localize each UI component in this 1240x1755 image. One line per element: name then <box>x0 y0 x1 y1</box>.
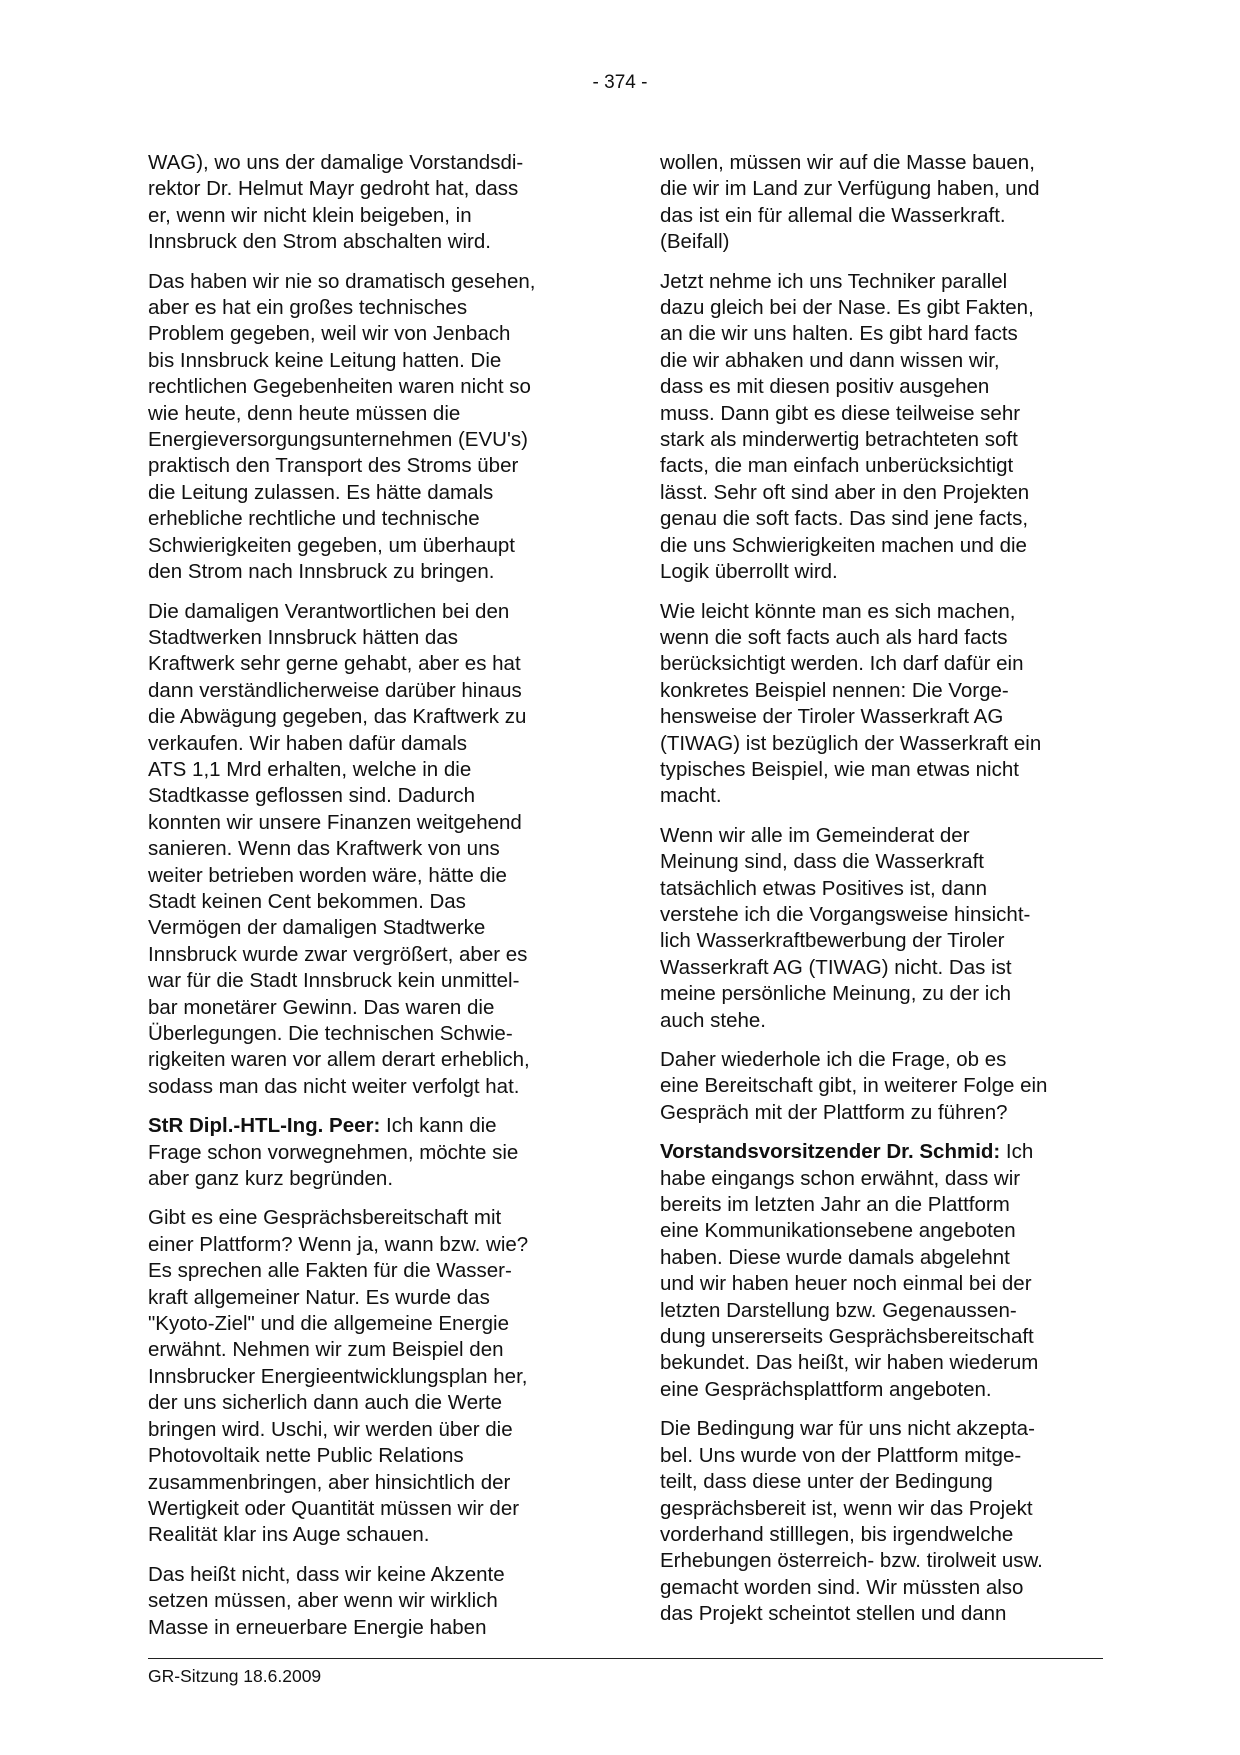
paragraph-line: tatsächlich etwas Positives ist, dann <box>660 876 988 900</box>
paragraph-line: rigkeiten waren vor allem derart erheblich, <box>148 1048 530 1072</box>
paragraph <box>660 1139 1100 1403</box>
paragraph-line: haben. Diese wurde damals abgelehnt <box>660 1245 1010 1269</box>
paragraph-line: rechtlichen Gegebenheiten waren nicht so <box>148 375 531 399</box>
footer-session-date: GR-Sitzung 18.6.2009 <box>148 1666 322 1686</box>
paragraph-line: das ist ein für allemal die Wasserkraft. <box>660 203 1006 227</box>
paragraph-line: habe eingangs schon erwähnt, dass wir <box>660 1166 1021 1190</box>
paragraph-line: dass es mit diesen positiv ausgehen <box>660 375 990 399</box>
paragraph-line: Problem gegeben, weil wir von Jenbach <box>148 322 511 346</box>
paragraph-line: genau die soft facts. Das sind jene facts, <box>660 507 1029 531</box>
paragraph-line: Erhebungen österreich- bzw. tirolweit usw. <box>660 1549 1043 1573</box>
paragraph-line: bis Innsbruck keine Leitung hatten. Die <box>148 348 502 372</box>
paragraph-line: setzen müssen, aber wenn wir wirklich <box>148 1589 498 1613</box>
paragraph-line: Wasserkraft AG (TIWAG) nicht. Das ist <box>660 955 1012 979</box>
paragraph <box>660 1047 1100 1126</box>
paragraph-line: "Kyoto-Ziel" und die allgemeine Energie <box>148 1312 509 1336</box>
paragraph-line: Wertigkeit oder Quantität müssen wir der <box>148 1496 520 1520</box>
footer-divider <box>148 1658 1103 1659</box>
paragraph-line: erwähnt. Nehmen wir zum Beispiel den <box>148 1338 504 1362</box>
paragraph-line: berücksichtigt werden. Ich darf dafür ein <box>660 652 1024 676</box>
paragraph-line: dazu gleich bei der Nase. Es gibt Fakten, <box>660 296 1034 320</box>
paragraph-line: Meinung sind, dass die Wasserkraft <box>660 850 984 874</box>
paragraph-line: die wir abhaken und dann wissen wir, <box>660 348 1000 372</box>
paragraph-line: und wir haben heuer noch einmal bei der <box>660 1272 1032 1296</box>
paragraph-line: die uns Schwierigkeiten machen und die <box>660 533 1027 557</box>
paragraph-line: sanieren. Wenn das Kraftwerk von uns <box>148 837 500 861</box>
paragraph-line: weiter betrieben worden wäre, hätte die <box>148 863 507 887</box>
paragraph-line: Gibt es eine Gesprächsbereitschaft mit <box>148 1206 502 1230</box>
paragraph-line: zusammenbringen, aber hinsichtlich der <box>148 1470 511 1494</box>
paragraph-line: typisches Beispiel, wie man etwas nicht <box>660 757 1019 781</box>
paragraph-line: Photovoltaik nette Public Relations <box>148 1444 464 1468</box>
paragraph-line: erhebliche rechtliche und technische <box>148 507 480 531</box>
paragraph-line: konnten wir unsere Finanzen weitgehend <box>148 810 522 834</box>
paragraph-line: facts, die man einfach unberücksichtigt <box>660 454 1014 478</box>
paragraph-line: Die Bedingung war für uns nicht akzepta- <box>660 1417 1035 1441</box>
paragraph-line: ATS 1,1 Mrd erhalten, welche in die <box>148 757 472 781</box>
paragraph-line: Kraftwerk sehr gerne gehabt, aber es hat <box>148 652 521 676</box>
paragraph-line: bringen wird. Uschi, wir werden über die <box>148 1417 513 1441</box>
paragraph-line: teilt, dass diese unter der Bedingung <box>660 1470 993 1494</box>
paragraph <box>660 269 1100 586</box>
paragraph-line: rektor Dr. Helmut Mayr gedroht hat, dass <box>148 177 519 201</box>
paragraph-line: die Leitung zulassen. Es hätte damals <box>148 480 494 504</box>
paragraph <box>148 150 592 256</box>
paragraph-line: wie heute, denn heute müssen die <box>148 401 461 425</box>
paragraph <box>148 1562 592 1641</box>
paragraph <box>660 599 1100 810</box>
paragraph-line: letzten Darstellung bzw. Gegenaussen- <box>660 1298 1017 1322</box>
paragraph-line: wenn die soft facts auch als hard facts <box>660 625 1008 649</box>
paragraph-line: gemacht worden sind. Wir müssten also <box>660 1575 1024 1599</box>
paragraph <box>660 1416 1100 1627</box>
paragraph-line: das Projekt scheintot stellen und dann <box>660 1602 1007 1626</box>
paragraph-line: lich Wasserkraftbewerbung der Tiroler <box>660 929 1005 953</box>
left-column <box>148 150 592 1654</box>
paragraph-line: verstehe ich die Vorgangsweise hinsicht- <box>660 902 1031 926</box>
paragraph-line: Innsbruck den Strom abschalten wird. <box>148 230 491 254</box>
paragraph-line: macht. <box>660 784 722 808</box>
paragraph-line: WAG), wo uns der damalige Vorstandsdi- <box>148 151 524 174</box>
paragraph-line: stark als minderwertig betrachteten soft <box>660 428 1018 452</box>
paragraph-line: Frage schon vorwegnehmen, möchte sie <box>148 1140 519 1164</box>
paragraph-line: konkretes Beispiel nennen: Die Vorge- <box>660 678 1009 702</box>
paragraph-line: eine Bereitschaft gibt, in weiterer Folge ein <box>660 1074 1048 1098</box>
paragraph <box>148 599 592 1101</box>
paragraph-line: Es sprechen alle Fakten für die Wasser- <box>148 1259 512 1283</box>
paragraph-line: bel. Uns wurde von der Plattform mitge- <box>660 1443 1022 1467</box>
paragraph-line: die wir im Land zur Verfügung haben, und <box>660 177 1040 201</box>
paragraph-line: aber es hat ein großes technisches <box>148 296 468 320</box>
paragraph-line: Vermögen der damaligen Stadtwerke <box>148 916 486 940</box>
paragraph-line: lässt. Sehr oft sind aber in den Projekten <box>660 480 1030 504</box>
paragraph-line: Innsbrucker Energieentwicklungsplan her, <box>148 1364 528 1388</box>
speaker-text: Ich <box>1000 1140 1034 1164</box>
paragraph-line: praktisch den Transport des Stroms über <box>148 454 519 478</box>
speaker-name: StR Dipl.-HTL-Ing. Peer: <box>148 1114 381 1138</box>
paragraph-line <box>148 1113 592 1139</box>
paragraph-line: Gespräch mit der Plattform zu führen? <box>660 1100 1008 1124</box>
speaker-text: Ich kann die <box>380 1114 497 1138</box>
paragraph-line: an die wir uns halten. Es gibt hard facts <box>660 322 1018 346</box>
paragraph-line: wollen, müssen wir auf die Masse bauen, <box>660 151 1035 174</box>
paragraph-line: aber ganz kurz begründen. <box>148 1167 394 1191</box>
paragraph-line: die Abwägung gegeben, das Kraftwerk zu <box>148 705 527 729</box>
paragraph-line: Die damaligen Verantwortlichen bei den <box>148 599 510 623</box>
paragraph-line: Schwierigkeiten gegeben, um überhaupt <box>148 533 515 557</box>
paragraph-line: eine Gesprächsplattform angeboten. <box>660 1377 992 1401</box>
paragraph-line: Stadt keinen Cent bekommen. Das <box>148 889 466 913</box>
paragraph-line: (Beifall) <box>660 230 730 254</box>
paragraph-line: eine Kommunikationsebene angeboten <box>660 1219 1016 1243</box>
paragraph-line: Jetzt nehme ich uns Techniker parallel <box>660 269 1008 293</box>
paragraph-line: einer Plattform? Wenn ja, wann bzw. wie? <box>148 1232 529 1256</box>
paragraph-line: Energieversorgungsunternehmen (EVU's) <box>148 428 528 452</box>
paragraph-line: kraft allgemeiner Natur. Es wurde das <box>148 1285 490 1309</box>
paragraph-line: Das haben wir nie so dramatisch gesehen, <box>148 269 536 293</box>
right-column <box>660 150 1100 1641</box>
paragraph <box>148 1113 592 1192</box>
paragraph-line: der uns sicherlich dann auch die Werte <box>148 1391 503 1415</box>
paragraph-line: er, wenn wir nicht klein beigeben, in <box>148 203 472 227</box>
paragraph-line <box>660 1139 1100 1165</box>
paragraph <box>660 823 1100 1034</box>
paragraph-line: den Strom nach Innsbruck zu bringen. <box>148 560 495 584</box>
paragraph-line: bar monetärer Gewinn. Das waren die <box>148 995 495 1019</box>
paragraph-line: (TIWAG) ist bezüglich der Wasserkraft ein <box>660 731 1042 755</box>
paragraph-line: Masse in erneuerbare Energie haben <box>148 1615 487 1639</box>
paragraph-line: auch stehe. <box>660 1008 766 1032</box>
paragraph-line: dann verständlicherweise darüber hinaus <box>148 678 522 702</box>
paragraph-line: Daher wiederhole ich die Frage, ob es <box>660 1048 1007 1071</box>
paragraph-line: verkaufen. Wir haben dafür damals <box>148 731 468 755</box>
paragraph-line: Innsbruck wurde zwar vergrößert, aber es <box>148 942 528 966</box>
paragraph-line: vorderhand stilllegen, bis irgendwelche <box>660 1522 1014 1546</box>
paragraph-line: gesprächsbereit ist, wenn wir das Projekt <box>660 1496 1033 1520</box>
paragraph-line: Logik überrollt wird. <box>660 560 838 584</box>
paragraph-line: bekundet. Das heißt, wir haben wiederum <box>660 1351 1039 1375</box>
paragraph-line: muss. Dann gibt es diese teilweise sehr <box>660 401 1021 425</box>
paragraph-line: hensweise der Tiroler Wasserkraft AG <box>660 705 1004 729</box>
speaker-name: Vorstandsvorsitzender Dr. Schmid: <box>660 1140 1001 1164</box>
paragraph-line: Stadtwerken Innsbruck hätten das <box>148 625 458 649</box>
paragraph <box>660 150 1100 256</box>
paragraph-line: Realität klar ins Auge schauen. <box>148 1523 430 1547</box>
paragraph-line: Das heißt nicht, dass wir keine Akzente <box>148 1562 505 1586</box>
paragraph-line: Wie leicht könnte man es sich machen, <box>660 599 1016 623</box>
paragraph-line: war für die Stadt Innsbruck kein unmittel- <box>148 969 520 993</box>
paragraph-line: Wenn wir alle im Gemeinderat der <box>660 823 970 847</box>
paragraph <box>148 1205 592 1548</box>
paragraph-line: sodass man das nicht weiter verfolgt hat. <box>148 1074 520 1098</box>
paragraph-line: dung unsererseits Gesprächsbereitschaft <box>660 1325 1034 1349</box>
paragraph-line: meine persönliche Meinung, zu der ich <box>660 982 1011 1006</box>
paragraph <box>148 269 592 586</box>
paragraph-line: bereits im letzten Jahr an die Plattform <box>660 1193 1010 1217</box>
paragraph-line: Stadtkasse geflossen sind. Dadurch <box>148 784 476 808</box>
page-number: - 374 - <box>592 72 648 93</box>
paragraph-line: Überlegungen. Die technischen Schwie- <box>148 1022 513 1045</box>
